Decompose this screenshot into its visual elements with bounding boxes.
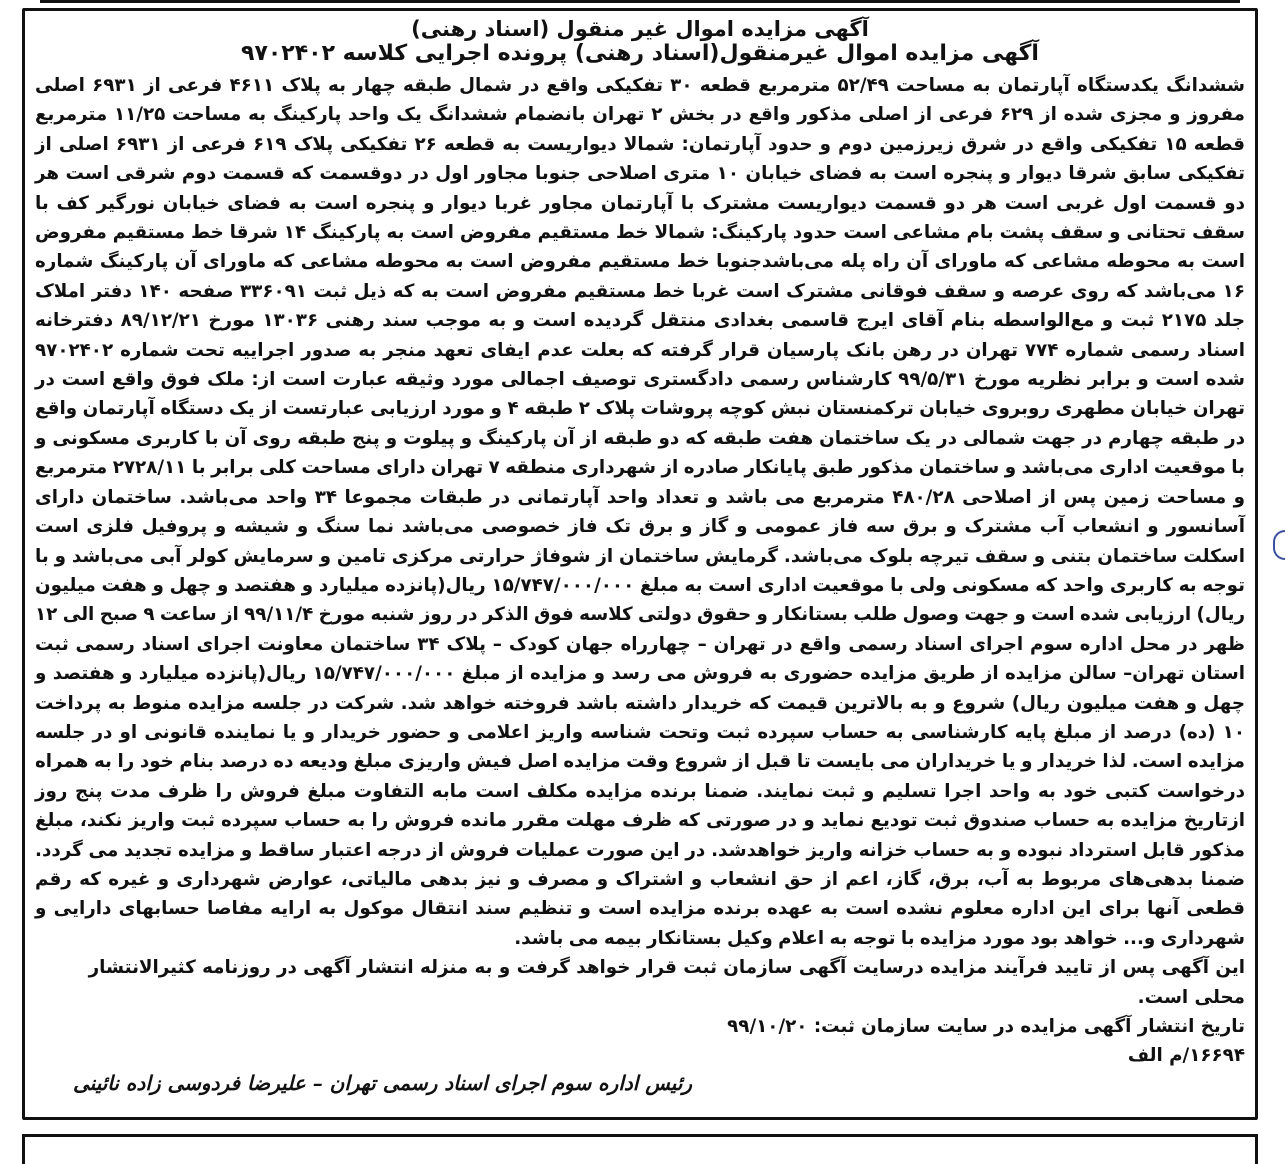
notice-body: ششدانگ یکدستگاه آپارتمان به مساحت ۵۲/۴۹ مترمربع قطعه ۳۰ تفکیکی واقع در شمال طبقه چهار به پلاک ۴۶۱۱ فرعی از ۶۹۳۱ اصلی مفروز و مجزی شده از ۶۲۹ فرعی از اصلی مذکور واقع در بخش ۲ تهران بانضمام ششدانگ یک واحد پارکینگ به مساحت ۱۱/۲۵ مترمربع قطعه ۱۵ تفکیکی واقع در شرق زیرزمین دوم و حدود آپارتمان: شمالا دیواریست به قطعه ۲۶ تفکیکی پلاک ۶۱۹ فرعی از ۶۹۳۱ اصلی از تفکیکی سابق شرقا دیوار و پنجره است به فضای خیابان ۱۰ متری اصلاحی جنوبا مجاور اول در دوقسمت که قسمت دوم شرقی است هر دو قسمت اول غربی است هر دو قسمت دیواریست مشترک با آپارتمان مجاور غربا دیوار و پنجره است به فضای خیابان نورگیر کف با سقف تحتانی و سقف پشت بام مشاعی است حدود پارکینگ: شمالا خط مستقیم مفروض است به پارکینگ ۱۴ شرقا خط مستقیم مفروض است به محوطه مشاعی که ماورای آن راه پله می‌باشدجنوبا خط مستقیم مفروض است به محوطه مشاعی که ماورای آن پارکینگ شماره ۱۶ می‌باشد که روی عرصه و سقف فوقانی مشترک است غربا خط مستقیم مفروض است به که ذیل ثبت ۳۳۶۰۹۱ صفحه ۱۴۰ دفتر املاک جلد ۲۱۷۵ ثبت و مع‌الواسطه بنام آقای ایرج قاسمی بغدادی منتقل گردیده است و به موجب سند رهنی ۱۳۰۳۶ مورخ ۸۹/۱۲/۲۱ دفترخانه اسناد رسمی شماره ۷۷۴ تهران در رهن بانک پارسیان قرار گرفته که بعلت عدم ایفای تعهد منجر به صدور اجراییه تحت شماره ۹۷۰۲۴۰۲ شده است و برابر نظریه مورخ ۹۹/۵/۳۱ کارشناس رسمی دادگستری توصیف اجمالی مورد وثیقه عبارت است از: ملک فوق واقع است در تهران خیابان مطهری روبروی خیابان ترکمنستان نبش کوچه پروشات پلاک ۲ طبقه ۴ و مورد ارزیابی عبارتست از یک دستگاه آپارتمان واقع در طبقه چهارم در جهت شمالی در یک ساختمان هفت طبقه که دو طبقه از آن پارکینگ و پیلوت و پنج طبقه روی آن با کاربری مسکونی و با موقعیت اداری می‌باشد و ساختمان مذکور طبق پایانکار صادره از شهرداری منطقه ۷ تهران دارای مساحت کلی برابر با ۲۷۲۸/۱۱ مترمربع و مساحت زمین پس از اصلاحی ۴۸۰/۲۸ مترمربع می باشد و تعداد واحد آپارتمانی در طبقات مجموعا ۳۴ واحد می‌باشد. ساختمان دارای آسانسور و انشعاب آب مشترک و برق سه فاز عمومی و گاز و برق تک فاز خصوصی می‌باشد نما سنگ و شیشه و پروفیل فلزی است اسکلت ساختمان بتنی و سقف تیرچه بلوک می‌باشد. گرمایش ساختمان از شوفاژ حرارتی مرکزی تامین و سرمایش کولر آبی می‌باشد و با توجه به کاربری واحد که مسکونی ولی با موقعیت اداری است به مبلغ ۱۵/۷۴۷/۰۰۰/۰۰۰ ریال(پانزده میلیارد و هفتصد و چهل و هفت میلیون ریال) ارزیابی شده است و جهت وصول طلب بستانکار و حقوق دولتی کلاسه فوق الذکر در روز شنبه مورخ ۹۹/۱۱/۴ از ساعت ۹ صبح الی ۱۲ ظهر در محل اداره سوم اجرای اسناد رسمی واقع در تهران – چهارراه جهان کودک – پلاک ۳۴ ساختمان معاونت اجرای اسناد رسمی ثبت استان تهران– سالن مزایده از طریق مزایده حضوری به فروش می رسد و مزایده از مبلغ ۱۵/۷۴۷/۰۰۰/۰۰۰ ریال(پانزده میلیارد و هفتصد و چهل و هفت میلیون ریال) شروع و به بالاترین قیمت که خریدار داشته باشد فروخته خواهد شد. شرکت در جلسه مزایده منوط به پرداخت ۱۰ (ده) درصد از مبلغ پایه کارشناسی به حساب سپرده ثبت وتحت شناسه واریز اعلامی و حضور خریدار و یا نماینده قانونی او در جلسه مزایده است. لذا خریدار و یا خریداران می بایست تا قبل از شروع وقت مزایده اصل فیش واریزی مبلغ ودیعه ده درصد بنام خود را به همراه درخواست کتبی خود به واحد اجرا تسلیم و ثبت نمایند. ضمنا برنده مزایده مکلف است مابه التفاوت مبلغ فروش را ظرف مدت پنج روز ازتاریخ مزایده به حساب صندوق ثبت تودیع نماید و در صورتی که ظرف مهلت مقرر مانده فروش را به حساب سپرده ثبت واریز نکند، مبلغ مذکور قابل استرداد نبوده و به حساب خزانه واریز خواهدشد. در این صورت عملیات فروش از درجه اعتبار ساقط و مزایده تجدید می گردد. ضمنا بدهی‌های مربوط به آب، برق، گاز، اعم از حق انشعاب و اشتراک و مصرف و نیز بدهی مالیاتی، عوارض شهرداری و غیره که رقم قطعی آنها برای این اداره معلوم نشده است به عهده برنده مزایده است و تنظیم سند انتقال موکول به ارایه مفاصا حسابهای دارایی و شهرداری و... خواهد بود مورد مزایده با توجه به اعلام وکیل بستانکار بیمه می باشد. (35, 75, 1246, 949)
notice-title: آگهی مزایده اموال غیر منقول (اسناد رهنی) (411, 17, 869, 41)
publish-date: تاریخ انتشار آگهی مزایده در سایت سازمان ثبت: ۹۹/۱۰/۲۰ (727, 1016, 1245, 1037)
notice-subtitle: آگهی مزایده اموال غیرمنقول(اسناد رهنی) پرونده اجرایی کلاسه ۹۷۰۲۴۰۲ (241, 41, 1039, 66)
auction-notice (22, 8, 1258, 1120)
binding-mark-icon (1273, 530, 1285, 560)
reference-code: ۱۶۶۹۴/م الف (1127, 1045, 1245, 1067)
signature: رئیس اداره سوم اجرای اسناد رسمی تهران – علیرضا فردوسی زاده نائینی (73, 1071, 693, 1095)
top-rule (40, 0, 1240, 3)
next-notice-border (22, 1134, 1258, 1164)
publish-note: این آگهی پس از تایید فرآیند مزایده درسایت آگهی سازمان ثبت قرار خواهد گرفت و به منزله انتشار آگهی در روزنامه کثیر‌الانتشار محلی است. (88, 957, 1245, 1008)
